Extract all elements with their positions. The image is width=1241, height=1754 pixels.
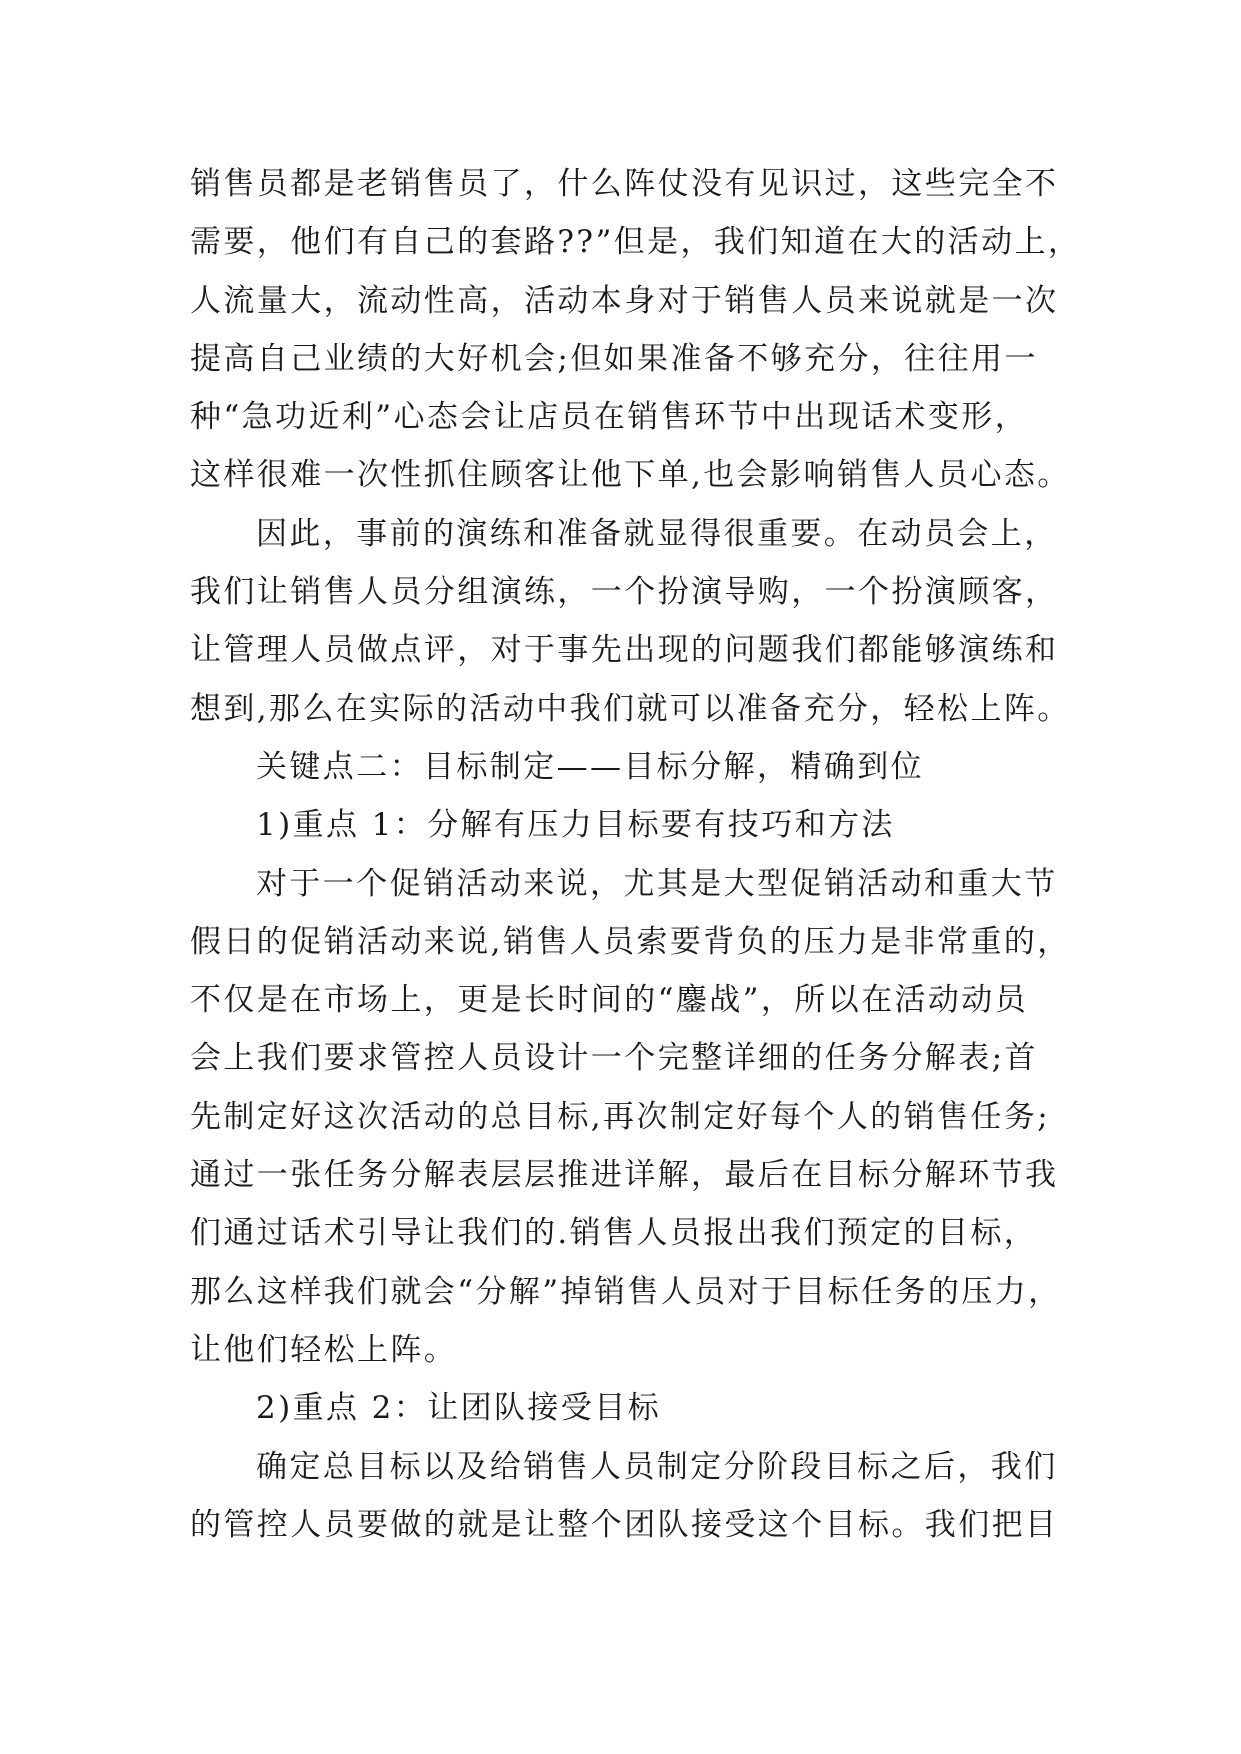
text-line: 确定总目标以及给销售人员制定分阶段目标之后，我们 (256, 1448, 1058, 1485)
text-line: 需要，他们有自己的套路??”但是，我们知道在大的活动上， (190, 224, 1082, 261)
text-line: 因此，事前的演练和准备就显得很重要。在动员会上， (256, 515, 1058, 552)
text-line: 先制定好这次活动的总目标,再次制定好每个人的销售任务; (190, 1098, 1051, 1135)
text-line: 让管理人员做点评，对于事先出现的问题我们都能够演练和 (190, 632, 1059, 669)
text-line: 假日的促销活动来说,销售人员索要背负的压力是非常重的， (190, 923, 1071, 960)
text-line: 种“急功近利”心态会让店员在销售环节中出现话术变形， (190, 399, 1029, 436)
body-text (190, 155, 1082, 1554)
text-line: 提高自己业绩的大好机会;但如果准备不够充分，往往用一 (190, 340, 1038, 377)
text-line: 我们让销售人员分组演练，一个扮演导购，一个扮演顾客， (190, 574, 1059, 611)
text-line: 的管控人员要做的就是让整个团队接受这个目标。我们把目 (190, 1506, 1059, 1543)
text-line: 不仅是在市场上，更是长时间的“鏖战”，所以在活动动员 (190, 982, 1029, 1019)
text-line: 销售员都是老销售员了，什么阵仗没有见识过，这些完全不 (190, 166, 1059, 202)
text-line: 想到,那么在实际的活动中我们就可以准备充分，轻松上阵。 (190, 690, 1071, 727)
text-line: 这样很难一次性抓住顾客让他下单,也会影响销售人员心态。 (190, 457, 1071, 494)
text-line: 会上我们要求管控人员设计一个完整详细的任务分解表;首 (190, 1040, 1038, 1077)
text-line: 通过一张任务分解表层层推进详解，最后在目标分解环节我 (190, 1157, 1059, 1194)
text-line: 人流量大，流动性高，活动本身对于销售人员来说就是一次 (190, 282, 1059, 319)
text-line: 1)重点 1：分解有压力目标要有技巧和方法 (256, 807, 895, 844)
text-line: 对于一个促销活动来说，尤其是大型促销活动和重大节 (256, 865, 1058, 902)
text-line: 关键点二：目标制定——目标分解，精确到位 (256, 748, 924, 785)
text-line: 们通过话术引导让我们的.销售人员报出我们预定的目标， (190, 1215, 1038, 1252)
text-line: 那么这样我们就会“分解”掉销售人员对于目标任务的压力， (190, 1273, 1062, 1310)
text-line: 让他们轻松上阵。 (190, 1331, 458, 1368)
text-line: 2)重点 2：让团队接受目标 (256, 1390, 661, 1427)
